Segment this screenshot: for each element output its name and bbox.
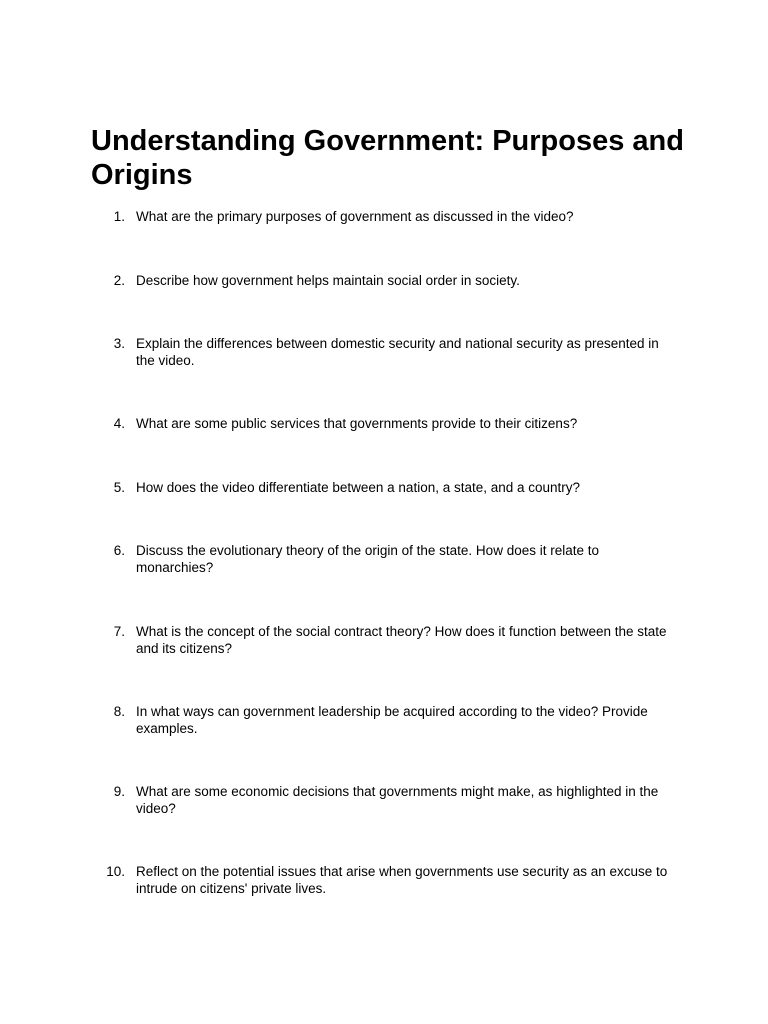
question-text: Describe how government helps maintain social order in society. xyxy=(136,273,520,288)
question-number: 6. xyxy=(113,543,125,558)
question-text: Discuss the evolutionary theory of the origin of the state. How does it relate to monarchies? xyxy=(136,543,599,575)
question-text: What are the primary purposes of government as discussed in the video? xyxy=(136,209,574,224)
question-text: How does the video differentiate between a nation, a state, and a country? xyxy=(136,480,581,495)
question-number: 1. xyxy=(113,209,125,224)
question-text: What is the concept of the social contract theory? How does it function between the state and its citizens? xyxy=(136,624,667,656)
question-text: What are some economic decisions that governments might make, as highlighted in the video? xyxy=(136,784,659,816)
question-number: 2. xyxy=(113,273,125,288)
question-number: 3. xyxy=(113,336,125,351)
question-text: In what ways can government leadership be acquired according to the video? Provide examples. xyxy=(136,704,648,736)
page-title: Understanding Government: Purposes and Origins xyxy=(91,125,684,191)
question-text: Explain the differences between domestic security and national security as presented in the video. xyxy=(136,336,659,368)
question-number: 8. xyxy=(113,704,125,719)
question-number: 10. xyxy=(106,864,125,879)
question-text: What are some public services that governments provide to their citizens? xyxy=(136,416,578,431)
question-number: 5. xyxy=(113,480,125,495)
question-number: 9. xyxy=(113,784,125,799)
question-number: 7. xyxy=(113,624,125,639)
question-text: Reflect on the potential issues that arise when governments use security as an excuse to intrude on citizens' private lives. xyxy=(136,864,668,896)
question-number: 4. xyxy=(113,416,125,431)
